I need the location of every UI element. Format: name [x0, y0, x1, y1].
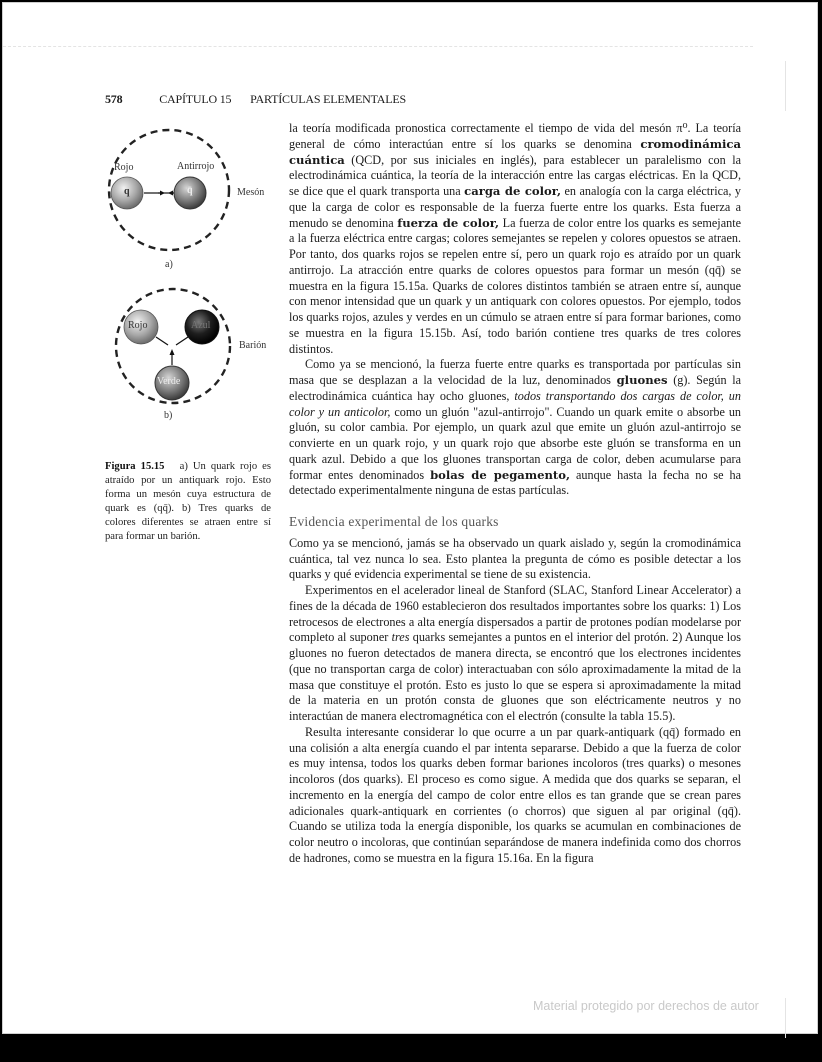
- figure-caption: [105, 460, 271, 545]
- caption-title: Figura 15.15: [105, 461, 165, 472]
- label-rojo-a: Rojo: [114, 162, 134, 173]
- text-run: en analogía con la carga eléctrica, y que la carga de color es responsable de la fuerza fuerte entre los quarks. Esta fuerza a menudo se denomina: [289, 184, 741, 230]
- text-run: la teoría modificada pronostica correctamente el tiempo de vida del mesón π⁰. La teoría general de cómo interactúan entre sí los quarks se denomina: [289, 121, 741, 151]
- text-run: (QCD, por sus iniciales en inglés), para establecer un paralelismo con la electrodinámica cuántica, la teoría de la interacción entre las cargas eléctricas. En la QCD, se dice que el quark transporta una: [289, 152, 741, 198]
- crop-mark-right-bottom: [785, 998, 786, 1038]
- italic-run: todos transportando dos cargas de color, un color y un anticolor,: [289, 388, 741, 419]
- text-run: quarks semejantes a puntos en el interior del protón. 2) Aunque los gluones no fueron detectados de manera directa, se encontró que los electrones incidentes (que no transportan carga de color) interactuaban con sólo aproximadamente la mitad de la masa que constituye el protón. Esto es justo lo que se espera si aproximadamente la mitad de la materia en un protón consta de gluones que son eléctricamente neutros y no interactúan de manera electromagnética con el electrón (consulte la tabla 15.5).: [289, 630, 742, 723]
- text-run: Experimentos en el acelerador lineal de Stanford (SLAC, Stanford Linear Accelerator) a fines de la década de 1960 establecieron dos resultados importantes sobre los quarks: 1) Los retrocesos de electrones a alta energía dispersados a partir de protones podían modelarse por completo al suponer: [289, 583, 741, 645]
- symbol-q: q: [124, 186, 130, 197]
- term-carga-de-color: carga de color,: [464, 184, 562, 198]
- italic-run: tres: [391, 630, 410, 645]
- text-run: aunque hasta la fecha no se ha detectado experimentalmente ninguna de estas partículas.: [289, 467, 741, 498]
- text-run: (g). Según la electrodinámica cuántica hay ocho gluones,: [289, 373, 741, 403]
- paragraph-qcd: [289, 121, 741, 357]
- running-head: [105, 92, 406, 107]
- figure-15-15: [98, 113, 278, 433]
- paragraph-gluones: [289, 357, 741, 499]
- page-number: 578: [105, 92, 123, 106]
- document-page: [2, 2, 818, 1034]
- label-barion: Barión: [239, 340, 267, 351]
- caption-text: a) Un quark rojo es atraído por un antiquark rojo. Esto forma un mesón cuya estructura de quark es (qq̄). b) Tres quarks de colores diferentes se atraen entre sí para formar un barión.: [105, 461, 271, 543]
- paragraph-slac: [289, 583, 741, 725]
- label-azul: Azul: [191, 320, 211, 331]
- chapter-label: CAPÍTULO 15: [159, 92, 232, 106]
- term-cromodinamica: cromodinámica cuántica: [289, 136, 741, 167]
- sublabel-a: a): [165, 259, 173, 270]
- symbol-qbar: q̄: [187, 185, 193, 196]
- paragraph-chorros: Resulta interesante considerar lo que ocurre a un par quark-antiquark (qq̄) formado en una colisión a alta energía cuando el par intenta separarse. Debido a que la fuerza de color es muy intensa, todos los quarks deben formar bariones incoloros (tres quarks) o mesones incoloros (dos quarks). El proceso es como sigue. A medida que dos quarks se separan, el incremento en la energía del campo de color entre ellos es tan grande que se crean pares adicionales quark-antiquark en corrientes (o chorros) que siguen al par original (qq̄). Cuando se utiliza toda la energía disponible, los quarks se acumulan en combinaciones de color neutro o incoloras, que continúan separándose de manera indefinida como dos chorros de hadrones, como se muestra en la figura 15.16a. En la figura: [289, 724, 741, 865]
- paragraph-evidencia: Como ya se mencionó, jamás se ha observado un quark aislado y, según la cromodinámica cuántica, tal vez nunca lo sea. Esto plantea la pregunta de cómo es posible detectar a los quarks y qué evidencia experimental se tiene de su existencia.: [289, 535, 741, 582]
- text-run: La fuerza de color entre los quarks es semejante a la fuerza eléctrica entre cargas; colores semejantes se repelen y colores opuestos se atraen. Por tanto, dos quarks rojos se repelen entre sí, pero un quark rojo es atraído por un quark antirrojo. La atracción entre quarks de colores opuestos para formar un mesón (qq̄) se muestra en la figura 15.15a. Quarks de colores distintos también se atraen entre sí, aunque con menor intensidad que un quark y un antiquark con colores opuestos. Por ejemplo, todos los quarks rojos, azules y verdes en un cúmulo se atraen entre sí para formar bariones, como se muestra en la figura 15.15b. Así, todo barión contiene tres quarks de tres colores distintos.: [289, 215, 741, 356]
- term-gluones: gluones: [616, 373, 668, 387]
- section-heading: Evidencia experimental de los quarks: [289, 514, 499, 529]
- main-text-column: [289, 121, 741, 867]
- text-run: Como ya se mencionó, la fuerza fuerte entre quarks es transportada por partículas sin masa que se desplazan a la velocidad de la luz, denominados: [289, 357, 741, 387]
- copyright-watermark: Material protegido por derechos de autor: [533, 999, 759, 1013]
- text-run: como un gluón "azul-antirrojo". Cuando un quark emite o absorbe un gluón, su color cambia. Por ejemplo, un quark azul que emite un gluón azul-antirrojo se convierte en un quark rojo, y un quark rojo que absorbe este gluón se transforma en un quark azul. Debido a que los gluones transportan carga de color, deben acumularse para formar entes denominados: [289, 404, 742, 482]
- crop-mark-right: [785, 61, 786, 111]
- crop-mark-top: [3, 46, 753, 47]
- chapter-title: PARTÍCULAS ELEMENTALES: [250, 92, 406, 106]
- label-verde: Verde: [157, 376, 181, 387]
- term-fuerza-de-color: fuerza de color,: [397, 215, 500, 230]
- term-bolas-de-pegamento: bolas de pegamento,: [430, 467, 571, 482]
- label-rojo-b: Rojo: [128, 320, 148, 331]
- sublabel-b: b): [164, 410, 173, 421]
- label-antirrojo: Antirrojo: [177, 161, 215, 172]
- label-meson: Mesón: [237, 187, 265, 198]
